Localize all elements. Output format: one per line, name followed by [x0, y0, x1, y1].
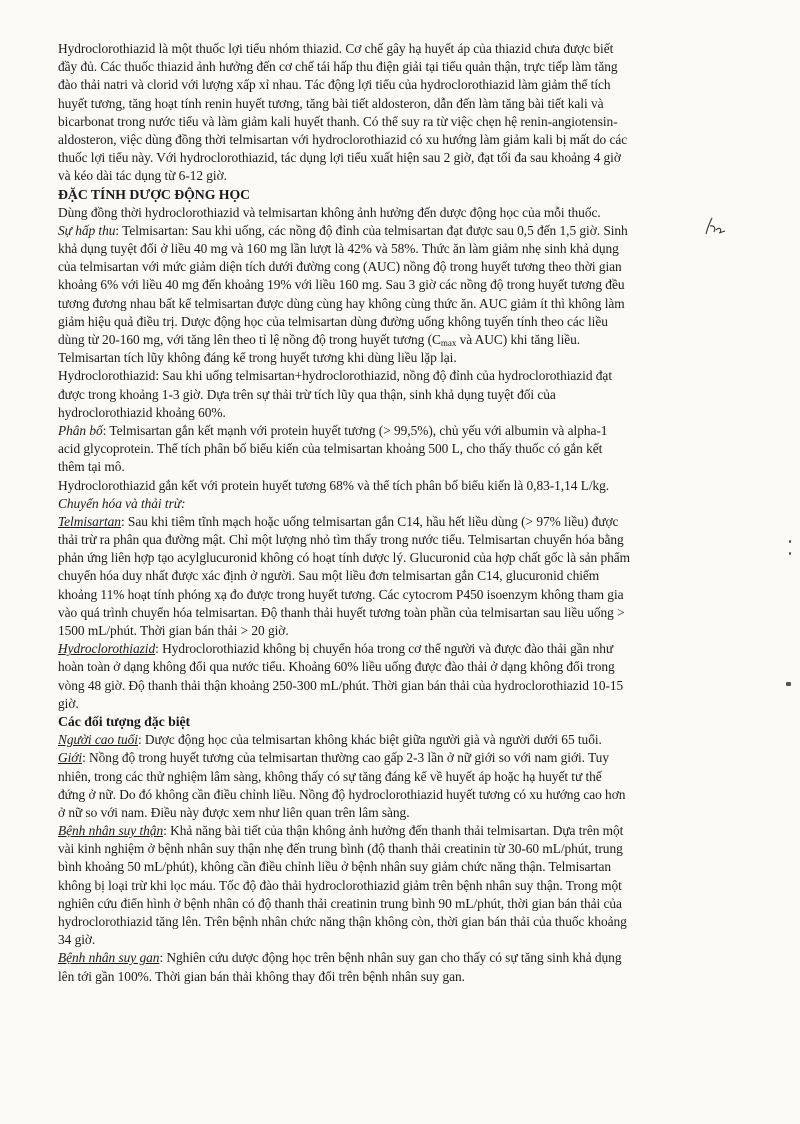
text-line: vào quá trình chuyển hóa telmisartan. Độ thanh thải huyết tương toàn phần của telmisartan sau liều uống > [58, 604, 625, 620]
text-line: giảm hiệu quả điều trị. Dược động học của telmisartan dùng đường uống không tuyến tính theo các liều [58, 313, 608, 329]
section-heading-special-populations: Các đối tượng đặc biệt [58, 713, 191, 729]
text-line: Bệnh nhân suy thận: Khả năng bài tiết của thận không ảnh hưởng đến thanh thải telmisartan. Dựa trên một [58, 823, 624, 839]
text-line: đứng ở nữ. Do đó không cần điều chỉnh liều. Nồng độ hydroclorothiazid huyết tương có xu hướng cao hơn [58, 786, 626, 802]
text-line: Hydroclorothiazid gắn kết với protein huyết tương 68% và thể tích phân bố biểu kiến là 0,83-1,14 L/kg. [58, 477, 610, 493]
text-line: Chuyển hóa và thải trừ: [58, 495, 186, 511]
text-line: Telmisartan tích lũy không đáng kể trong huyết tương khi dùng liều lặp lại. [58, 350, 457, 366]
text-line: tương đương nhau bất kể telmisartan được dùng cùng hay không cùng thức ăn. AUC giảm ít thì không làm [58, 295, 625, 311]
text-line: khả dụng tuyệt đối ở liều 40 mg và 160 mg lần lượt là 42% và 58%. Thức ăn làm giảm nhẹ sinh khả dụng [58, 241, 619, 257]
text-line: thêm tại mô. [58, 459, 125, 475]
paragraph-renal-impairment [58, 822, 764, 949]
text-line: không bị loại trừ khi lọc máu. Tốc độ đào thải hydroclorothiazid giảm trên bệnh nhân suy thận. Trong một [58, 877, 622, 893]
subheading-absorption: Sự hấp thu [58, 222, 116, 238]
text-line: hydroclorothiazid tăng lên. Trên bệnh nhân chức năng thận không còn, thời gian bán thải của thuốc khoảng [58, 914, 627, 929]
subheading-elderly: Người cao tuổi [58, 732, 138, 748]
paragraph-hctz-metabolism [58, 640, 764, 713]
subheading-hydroclorothiazid: Hydroclorothiazid [58, 641, 156, 657]
paragraph-gender [58, 749, 764, 822]
subheading-distribution: Phân bố [58, 422, 103, 438]
text-line: vòng 48 giờ. Độ thanh thải thận khoảng 250-300 mL/phút. Thời gian bán thải của hydroclorothiazid 10-15 [58, 677, 624, 693]
subheading-metabolism: Chuyển hóa và thải trừ [58, 495, 181, 511]
scan-artifact [789, 552, 791, 555]
text-line: hydroclorothiazid khoảng 60%. [58, 404, 226, 420]
text-line: bình khoảng 50 mL/phút), không cần điều chỉnh liều ở bệnh nhân suy giảm chức năng thận. Telmisartan [58, 859, 612, 875]
text-line: khoảng 11% hoạt tính phóng xạ đo được trong huyết tương. Các cytocrom P450 isoenzym không tham gia [58, 586, 624, 602]
scan-artifact [786, 682, 791, 686]
text-line: huyết tương, tăng hoạt tính renin huyết tương, tăng bài tiết aldosteron, dẫn đến làm tăng bài tiết kali và [58, 95, 604, 111]
text-line: bicarbonat trong nước tiểu và làm giảm kali huyết thanh. Có thể suy ra từ việc chẹn hệ renin-angiotensin- [58, 113, 618, 129]
text-line: Hydroclorothiazid: Sau khi uống telmisartan+hydroclorothiazid, nồng độ đỉnh của hydroclorothiazid đạt [58, 368, 612, 384]
text-line: và kéo dài tác dụng từ 6-12 giờ. [58, 168, 227, 184]
paragraph-hepatic-impairment [58, 949, 764, 985]
scan-artifact [789, 540, 791, 543]
paragraph-telmisartan-metabolism [58, 513, 764, 640]
subheading-renal: Bệnh nhân suy thận [58, 823, 164, 839]
subheading-telmisartan: Telmisartan [58, 513, 121, 529]
text-line: phản ứng liên hợp tạo acylglucuronid không có hoạt tính dược lý. Glucuronid của hợp chất gốc là sản phẩm [58, 550, 630, 566]
text-line: acid glycoprotein. Thể tích phân bố biểu kiến của telmisartan khoảng 500 L, cho thấy thuốc có gắn kết [58, 441, 603, 457]
text-line: Hydroclorothiazid là một thuốc lợi tiểu nhóm thiazid. Cơ chế gây hạ huyết áp của thiazid chưa được biết [58, 41, 614, 56]
text-line: đầy đủ. Các thuốc thiazid ảnh hưởng đến cơ chế tái hấp thu điện giải tại tiểu quản thận, trực tiếp làm tăng [58, 59, 618, 75]
text-line: Bệnh nhân suy gan: Nghiên cứu dược động học trên bệnh nhân suy gan cho thấy có sự tăng sinh khả dụng [58, 950, 622, 966]
text-line: dùng từ 20-160 mg, với tăng lên theo tỉ lệ nồng độ trong huyết tương ($C_{max}$ và AUC) khi tăng liều. [58, 332, 581, 348]
text-line: hoàn toàn ở dạng không đổi qua nước tiểu. Khoảng 60% liều uống được đào thải ở dạng không đổi trong [58, 659, 615, 675]
text-line: Người cao tuổi: Dược động học của telmisartan không khác biệt giữa người già và người dưới 65 tuổi. [58, 732, 602, 748]
text-line: thuốc lợi tiểu này. Với hydroclorothiazid, tác dụng lợi tiểu xuất hiện sau 2 giờ, đạt tối đa sau khoảng 4 giờ [58, 150, 621, 166]
text-line: vài kinh nghiệm ở bệnh nhân suy thận nhẹ đến trung bình (độ thanh thải creatinin từ 30-60 mL/phút, trung [58, 841, 623, 857]
document-page [58, 40, 764, 986]
paragraph-hctz-absorption [58, 367, 764, 422]
text-line: ở nữ so với nam. Điều này được xem như liên quan trên lâm sàng. [58, 804, 410, 820]
text-line: aldosteron, việc dùng đồng thời telmisartan với hydroclorothiazid có xu hướng làm giảm kali bị mất do các [58, 131, 628, 147]
text-line: Giới: Nồng độ trong huyết tương của telmisartan thường cao gấp 2-3 lần ở nữ giới so với nam giới. Tuy [58, 750, 609, 766]
text-line: khoảng 6% với liều 40 mg đến khoảng 19% với liều 160 mg. Sau 3 giờ các nồng độ trong huyết tương đều [58, 277, 625, 293]
paragraph-mechanism [58, 40, 764, 186]
text-line: nhiên, trong các thử nghiệm lâm sàng, không thấy có sự tăng đáng kể về huyết áp hoặc hạ huyết tư thế [58, 768, 602, 784]
text-line: Dùng đồng thời hydroclorothiazid và telmisartan không ảnh hưởng đến dược động học của mỗi thuốc. [58, 204, 601, 220]
text-line: Hydroclorothiazid: Hydroclorothiazid không bị chuyển hóa trong cơ thể người và được đào thải gần như [58, 641, 614, 657]
text-line: chuyển hóa duy nhất được xác định ở người. Sau một liều đơn telmisartan gắn C14, glucuronid chiếm [58, 568, 600, 584]
text-line: 1500 mL/phút. Thời gian bán thải > 20 giờ. [58, 623, 289, 638]
text-line: lên tới gần 100%. Thời gian bán thải không thay đổi trên bệnh nhân suy gan. [58, 968, 465, 984]
paragraph-distribution [58, 422, 764, 477]
text-line: Sự hấp thu: Telmisartan: Sau khi uống, các nồng độ đỉnh của telmisartan đạt được sau 0,5 đến 1,5 giờ. Sinh [58, 222, 628, 238]
text-line: giờ. [58, 695, 79, 711]
text-line: Telmisartan: Sau khi tiêm tĩnh mạch hoặc uống telmisartan gắn C14, hầu hết liều dùng (> 97% liều) được [58, 513, 619, 529]
section-heading-pharmacokinetics: ĐẶC TÍNH DƯỢC ĐỘNG HỌC [58, 186, 251, 202]
handwritten-initials [702, 216, 728, 238]
text-line: đào thải natri và clorid với lượng xấp xỉ nhau. Tác động lợi tiểu của hydroclorothiazid làm giảm thể tích [58, 77, 611, 93]
text-line: được trong khoảng 1-3 giờ. Dựa trên sự thải trừ tích lũy qua thận, sinh khả dụng tuyệt đối của [58, 386, 556, 402]
text-line: nghiên cứu điển hình ở bệnh nhân có độ thanh thải creatinin trung bình 90 mL/phút, thời gian bán thải của [58, 895, 622, 911]
text-line: của telmisartan với mức giảm diện tích dưới đường cong (AUC) nồng độ trong huyết tương theo thời gian [58, 259, 622, 275]
text-line: Phân bố: Telmisartan gắn kết mạnh với protein huyết tương (> 99,5%), chủ yếu với albumin và alpha-1 [58, 422, 608, 438]
text-line: thải trừ ra phân qua đường mật. Chỉ một lượng nhỏ tìm thấy trong nước tiểu. Telmisartan chuyển hóa bằng [58, 532, 624, 548]
text-line: 34 giờ. [58, 932, 96, 948]
subheading-hepatic: Bệnh nhân suy gan [58, 950, 160, 966]
subheading-gender: Giới [58, 750, 83, 766]
paragraph-absorption [58, 222, 764, 368]
